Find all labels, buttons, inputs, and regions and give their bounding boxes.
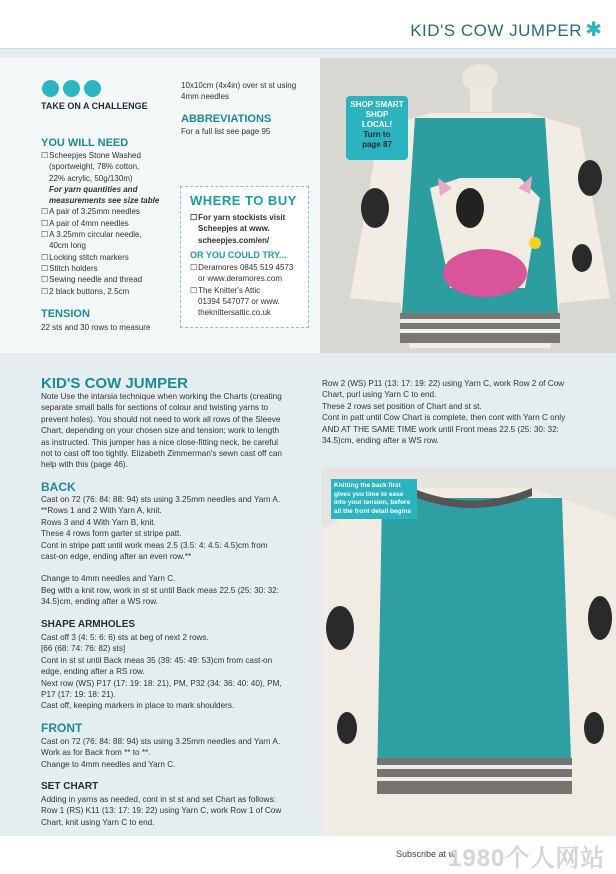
back-heading: BACK: [41, 480, 76, 494]
difficulty-label: TAKE ON A CHALLENGE: [41, 101, 148, 111]
materials-item-cont: 22% acrylic, 50g/130m): [49, 173, 133, 183]
instruction-line: These 4 rows form garter st stripe patt.: [41, 529, 182, 539]
instruction-line: Cast on 72 (76: 84: 88: 94) sts using 3.25mm needles and Yarn A.: [41, 495, 281, 504]
stockist-link[interactable]: theknittersattic.co.uk: [198, 308, 271, 318]
stockist-line: ☐ For yarn stockists visit: [190, 212, 285, 223]
instruction-line: Adding in yarns as needed, cont in st st and set Chart as follows:: [41, 795, 276, 804]
subscribe-link[interactable]: Subscribe at w: [396, 849, 456, 859]
materials-item: ☐ Sewing needle and thread: [41, 274, 159, 285]
instruction-line: Change to 4mm needles and Yarn C.: [41, 759, 176, 769]
page-title: KID'S COW JUMPER: [410, 21, 582, 40]
asterisk-icon: ✱: [585, 19, 602, 41]
badge-line: SHOP: [365, 110, 389, 119]
instruction-line: 34.5)cm, ending after a WS row.: [322, 436, 439, 446]
where-to-buy-text: [190, 212, 285, 246]
materials-item: ☐ 2 black buttons, 2.5cm: [41, 286, 159, 297]
materials-note: measurements see size table: [49, 196, 160, 206]
stockist-line: ☐ The Knitter's Attic: [190, 285, 293, 296]
badge-line: Turn to: [363, 130, 391, 139]
note-line: not to cast off too tightly. Elizabeth Zimmerman's sewn cast off can: [41, 449, 282, 459]
stockist-link[interactable]: scheepjes.com/en/: [198, 235, 270, 245]
tension-continued: [181, 80, 296, 103]
armholes-heading: SHAPE ARMHOLES: [41, 619, 136, 630]
stockist-line: 01394 547077 or www.: [198, 296, 280, 306]
tension-text: 22 sts and 30 rows to measure: [41, 323, 151, 332]
spacer: [41, 562, 280, 573]
note-line: Note Use the intarsia technique when working the Charts (creating: [41, 392, 282, 401]
page-header: [0, 0, 616, 49]
instruction-line: edge, ending after a RS row.: [41, 667, 145, 677]
tension-line: 4mm needles: [181, 92, 230, 102]
caption-line: into your tension, before: [334, 499, 411, 506]
caption-line: gives you time to ease: [334, 490, 404, 498]
difficulty-yarn-icons: [42, 80, 101, 97]
or-try-heading: OR YOU COULD TRY...: [190, 250, 287, 260]
instruction-line: Cast off, keeping markers in place to mark shoulders.: [41, 701, 235, 711]
materials-item: ☐ A pair of 4mm needles: [41, 218, 159, 229]
instruction-line: Change to 4mm needles and Yarn C.: [41, 574, 176, 584]
note-line: Chart, depending on your chosen size and tension; work to length: [41, 426, 280, 436]
instruction-line: **Rows 1 and 2 With Yarn A, knit.: [41, 506, 162, 516]
note-line: help with this (page 46).: [41, 460, 128, 470]
abbreviations-text: For a full list see page 95: [181, 127, 271, 136]
instruction-line: Work as for Back from ** to **.: [41, 748, 151, 758]
instruction-line: [66 (68: 74: 76: 82) sts]: [41, 644, 126, 654]
you-will-need-heading: YOU WILL NEED: [41, 137, 129, 149]
front-instructions: [41, 736, 280, 770]
yarn-ball-icon: [63, 80, 80, 97]
set-chart-instructions: [41, 794, 281, 828]
note-line: prevent holes). You should not need to work all rows of the Sleeve: [41, 414, 281, 424]
instruction-line: Next row (WS) P17 (17: 19: 18: 21), PM, P32 (34: 36: 40: 40), PM,: [41, 678, 282, 688]
instruction-line: AND AT THE SAME TIME work until Front meas 22.5 (25: 30: 32:: [322, 424, 559, 434]
materials-list: [41, 150, 159, 297]
instruction-line: Cont in patt until Cow Chart is complete, then cont with Yarn C only: [322, 413, 566, 423]
badge-line: LOCAL!: [361, 120, 393, 129]
caption-line: all the front detail begins: [334, 507, 411, 515]
note-line: separate small balls for sections of colour and twisting yarns to: [41, 403, 269, 413]
instruction-line: Cast off 3 (4: 5: 6: 6) sts at beg of next 2 rows.: [41, 633, 209, 642]
alt-stockists: [190, 262, 293, 318]
caption-line: Knitting the back first: [334, 482, 401, 489]
materials-item: ☐ Scheepjes Stone Washed: [41, 150, 159, 161]
materials-item: ☐ Stitch holders: [41, 263, 159, 274]
instruction-line: Row 2 (WS) P11 (13: 17: 19: 22) using Yarn C, work Row 2 of Cow: [322, 379, 565, 388]
tension-line: 10x10cm (4x4in) over st st using: [181, 81, 297, 90]
note-line: as instructed. This jumper has a nice close-fitting neck, be careful: [41, 437, 278, 447]
instruction-line: Row 1 (RS) K11 (13: 17: 19: 22) using Yarn C, work Row 1 of Cow: [41, 806, 282, 816]
materials-item-cont: 40cm long: [49, 241, 86, 251]
tension-heading: TENSION: [41, 308, 90, 320]
watermark: 1980个人网站: [448, 845, 606, 872]
badge-line: page 87: [362, 140, 392, 149]
pattern-title: KID'S COW JUMPER: [41, 375, 188, 392]
materials-item-cont: (sportweight, 78% cotton,: [49, 162, 140, 172]
jumper-back-photo: [322, 468, 616, 836]
yarn-ball-icon: [42, 80, 59, 97]
materials-item: ☐ A pair of 3.25mm needles: [41, 206, 159, 217]
instruction-line: Rows 3 and 4 With Yarn B, knit.: [41, 517, 156, 527]
shop-local-badge: [346, 96, 408, 160]
instruction-line: Cast on 72 (76: 84: 88: 94) sts using 3.25mm needles and Yarn A.: [41, 737, 281, 746]
jumper-back-illustration: [322, 468, 616, 836]
materials-item: ☐ A 3.25mm circular needle,: [41, 229, 159, 240]
materials-note: For yarn quantities and: [49, 184, 138, 194]
materials-item: ☐ Locking stitch markers: [41, 252, 159, 263]
set-chart-heading: SET CHART: [41, 781, 99, 792]
instruction-line: Beg with a knit row, work in st st until Back meas 22.5 (25: 30: 32:: [41, 585, 280, 595]
badge-line: SHOP SMART: [350, 100, 404, 109]
stockist-line: ☐ Deramores 0845 519 4573: [190, 262, 293, 273]
front-heading: FRONT: [41, 721, 83, 735]
armholes-instructions: [41, 632, 282, 712]
instruction-line: Chart, knit using Yarn C to end.: [41, 817, 155, 827]
instruction-line: P17 (17: 19: 18: 21).: [41, 690, 116, 700]
instruction-line: 34.5)cm, ending after a WS row.: [41, 597, 158, 607]
column-two-instructions: [322, 378, 565, 446]
abbreviations-heading: ABBREVIATIONS: [181, 113, 272, 125]
instruction-line: cast-on edge, ending after an even row.**: [41, 552, 192, 562]
instruction-line: Cont in st st until Back meas 35 (39: 45: 49: 53)cm from cast-on: [41, 655, 273, 665]
pattern-note: [41, 391, 282, 471]
instruction-line: These 2 rows set position of Chart and st st.: [322, 401, 482, 411]
stockist-line: Scheepjes at www.: [198, 224, 270, 234]
yarn-ball-icon: [84, 80, 101, 97]
where-to-buy-heading: WHERE TO BUY: [190, 193, 297, 208]
stockist-link[interactable]: or www.deramores.com: [198, 274, 283, 284]
instruction-line: Cont in stripe patt until work meas 2.5 (3.5: 4: 4.5: 4.5)cm from: [41, 540, 268, 550]
instruction-line: Chart, purl using Yarn C to end.: [322, 390, 437, 400]
back-instructions: [41, 494, 280, 608]
photo-caption: [331, 479, 417, 519]
